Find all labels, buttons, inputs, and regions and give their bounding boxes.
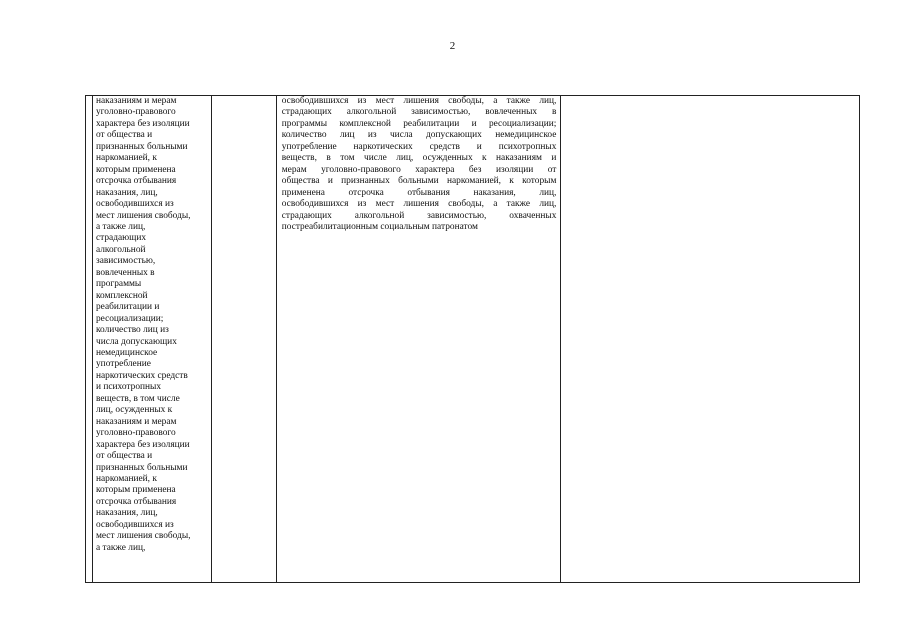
text-line: применена отсрочка отбывания наказания, лиц, — [281, 187, 557, 198]
text-line: отсрочка отбывания — [95, 496, 177, 507]
text-line: признанных больными — [95, 462, 188, 473]
text-line: ресоциализации; — [95, 313, 164, 324]
text-line: комплексной — [95, 290, 148, 301]
text-line: мерам уголовно-правового характера без изоляции от — [281, 164, 557, 175]
text-line: постреабилитационным социальным патронатом — [281, 221, 478, 232]
text-line: наказания, лиц, — [95, 187, 158, 198]
text-line: числа допускающих — [95, 336, 177, 347]
text-line: уголовно-правового — [95, 428, 176, 439]
text-line: и психотропных — [95, 382, 162, 393]
text-line: мест лишения свободы, — [95, 210, 191, 221]
text-line: характера без изоляции — [95, 118, 190, 129]
text-line: зависимостью, — [95, 256, 156, 267]
text-line: немедицинское — [95, 347, 158, 358]
text-line: уголовно-правового — [95, 107, 176, 118]
text-line: алкогольной — [95, 244, 146, 255]
table-cell-description-text — [277, 96, 562, 582]
table-cell-empty — [212, 96, 277, 582]
text-line: от общества и — [95, 451, 153, 462]
text-line: отсрочка отбывания — [95, 176, 177, 187]
table-cell-empty-last — [561, 96, 860, 582]
table-cell-indicator-text — [93, 96, 212, 582]
text-line: страдающих алкогольной зависимостью, охваченных — [281, 210, 557, 221]
text-line: которым применена — [95, 164, 176, 175]
table-cell-index — [86, 96, 93, 582]
text-line: вовлеченных в — [95, 267, 155, 278]
text-line: количество лиц из — [95, 325, 169, 336]
text-line: характера без изоляции — [95, 439, 190, 450]
text-line: освободившихся из мест лишения свободы, а также лиц, — [281, 199, 557, 210]
text-line: наказания, лиц, — [95, 508, 158, 519]
text-line: наказаниям и мерам — [95, 96, 177, 106]
page-number: 2 — [449, 40, 456, 52]
text-line: наркоманией, к — [95, 153, 157, 164]
text-line: мест лишения свободы, — [95, 531, 191, 542]
text-line: лиц, осужденных к — [95, 405, 173, 416]
text-line: признанных больными — [95, 141, 188, 152]
document-table — [85, 95, 860, 583]
text-line: а также лиц, — [95, 542, 146, 553]
text-line: освободившихся из — [95, 519, 174, 530]
text-line: количество лиц из числа допускающих немедицинское — [281, 130, 557, 141]
text-line: наркоманией, к — [95, 473, 157, 484]
text-line: употребление — [95, 359, 151, 370]
text-line: программы — [95, 279, 142, 290]
text-line: а также лиц, — [95, 221, 146, 232]
text-line: веществ, в том числе — [95, 393, 180, 404]
text-line: наркотических средств — [95, 370, 188, 381]
text-line: освободившихся из мест лишения свободы, а также лиц, — [281, 96, 557, 106]
text-line: веществ, в том числе лиц, осужденных к наказаниям и — [281, 153, 557, 164]
text-line: общества и признанных больными наркоманией, к которым — [281, 176, 557, 187]
text-line: которым применена — [95, 485, 176, 496]
text-line: страдающих алкогольной зависимостью, вовлеченных в — [281, 107, 557, 118]
text-line: наказаниям и мерам — [95, 416, 177, 427]
text-line: освободившихся из — [95, 199, 174, 210]
text-line: употребление наркотических средств и психотропных — [281, 141, 557, 152]
text-line: реабилитации и — [95, 302, 160, 313]
text-line: страдающих — [95, 233, 147, 244]
text-line: программы комплексной реабилитации и ресоциализации; — [281, 118, 557, 129]
text-line: от общества и — [95, 130, 153, 141]
